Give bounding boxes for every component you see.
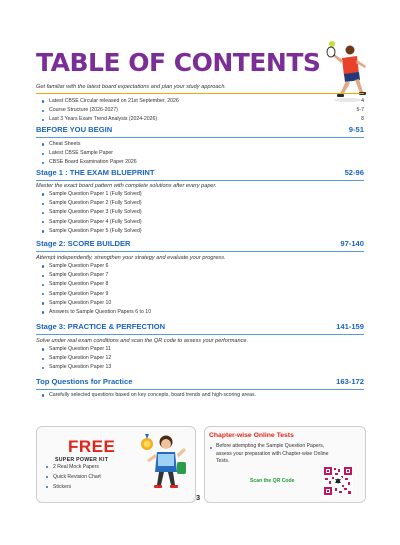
bullet-icon <box>42 100 44 102</box>
divider <box>36 180 364 181</box>
tennis-player-illustration <box>322 38 372 104</box>
scan-qr-label: Scan the QR Code <box>250 478 295 484</box>
kit-subtitle: SUPER POWER KIT <box>55 457 109 463</box>
section-intro: Master the exact board pattern with complete solutions after every paper. <box>36 183 217 189</box>
bullet-icon <box>42 265 44 267</box>
bullet-icon <box>42 230 44 232</box>
bullet-icon <box>42 348 44 350</box>
intro-text: Get familiar with the latest board expectations and plan your study approach. <box>36 84 226 90</box>
bullet-icon <box>42 203 44 205</box>
divider <box>36 389 364 390</box>
section-heading: Stage 3: PRACTICE & PERFECTION 141-159 <box>36 322 364 331</box>
bullet-icon <box>42 153 44 155</box>
divider <box>36 251 364 252</box>
student-illustration <box>137 430 193 490</box>
bullet-icon <box>42 284 44 286</box>
bullet-icon <box>42 162 44 164</box>
divider <box>36 93 364 94</box>
bullet-icon <box>42 275 44 277</box>
free-label: FREE <box>68 437 116 456</box>
divider <box>36 334 364 335</box>
bullet-icon <box>42 394 44 396</box>
bullet-icon <box>42 302 44 304</box>
online-tests-text: Before attempting the Sample Question Papers, assess your preparation with Chapter-wise Online Tests. <box>216 443 329 465</box>
toc-page: TABLE OF CONTENTS Get familiar with the latest board expectations and plan your study approach. Latest CBSE Circular released on 21st September, 2026 4 Course Structure (2026-2027) 5-7 Last 3 Years Exam Trend Analysis (2024-2026) 8 BEFORE YOU BEGIN 9-51 Cheat Sheets Latest CBSE Sample Paper CBSE Board Examination Paper 2026 Stage 1 : THE EXAM BLUEPRINT 52-96 Master the exact board pattern with complete solutions after every paper. Sample Question Paper 1 (Fully Solved) Sample Question Paper 2 (Fully Solved) Sample Question Paper 3 (Fully Solved) Sample Question Paper 4 (Fully Solved) Sample Question Paper 5 (Fully Solved) Stage 2: SCORE BUILDER 97-140 Attempt independently, strengthen your strategy and evaluate your progress. Sample Question Paper 6 Sample Question Paper 7 Sample Question Paper 8 Sample Question Paper 9 Sample Question Paper 10 Answers to Sample Question Papers 6 to 10 Stage 3: PRACTICE & PERFECTION 141-159 Solve under real exam conditions and scan the QR code to assess your performance. Sample Question Paper 11 Sample Question Paper 12 Sample Question Paper 13 Top Questions for Practice 163-172 Carefully selected questions based on key concepts, board trends and high-scoring areas. FREE SUPER POWER KIT 2 Real Mock Papers Quick Revision Chart Stickers Chapter-wise Online Tests Before attempting the Sample Question Papers, assess your preparation with Chapter-wise Online Tests. Scan the QR Code 3 <box>0 0 400 545</box>
section-heading: BEFORE YOU BEGIN 9-51 <box>36 125 364 134</box>
bullet-icon <box>42 143 44 145</box>
section-intro: Solve under real exam conditions and scan the QR code to assess your performance. <box>36 338 249 344</box>
bullet-icon <box>42 311 44 313</box>
bullet-icon <box>42 221 44 223</box>
page-title: TABLE OF CONTENTS <box>36 48 321 77</box>
section-intro: Attempt independently, strengthen your strategy and evaluate your progress. <box>36 255 226 261</box>
bullet-icon <box>42 119 44 121</box>
bullet-icon <box>42 193 44 195</box>
bullet-icon <box>42 110 44 112</box>
bullet-icon <box>42 358 44 360</box>
section-heading: Stage 2: SCORE BUILDER 97-140 <box>36 239 364 248</box>
section-heading: Top Questions for Practice 163-172 <box>36 377 364 386</box>
bullet-icon <box>42 367 44 369</box>
online-tests-title: Chapter-wise Online Tests <box>209 432 294 439</box>
qr-code-icon[interactable] <box>323 466 353 496</box>
page-number: 3 <box>196 493 201 502</box>
divider <box>36 137 364 138</box>
section-heading: Stage 1 : THE EXAM BLUEPRINT 52-96 <box>36 168 364 177</box>
bullet-icon <box>42 293 44 295</box>
bullet-icon <box>42 212 44 214</box>
